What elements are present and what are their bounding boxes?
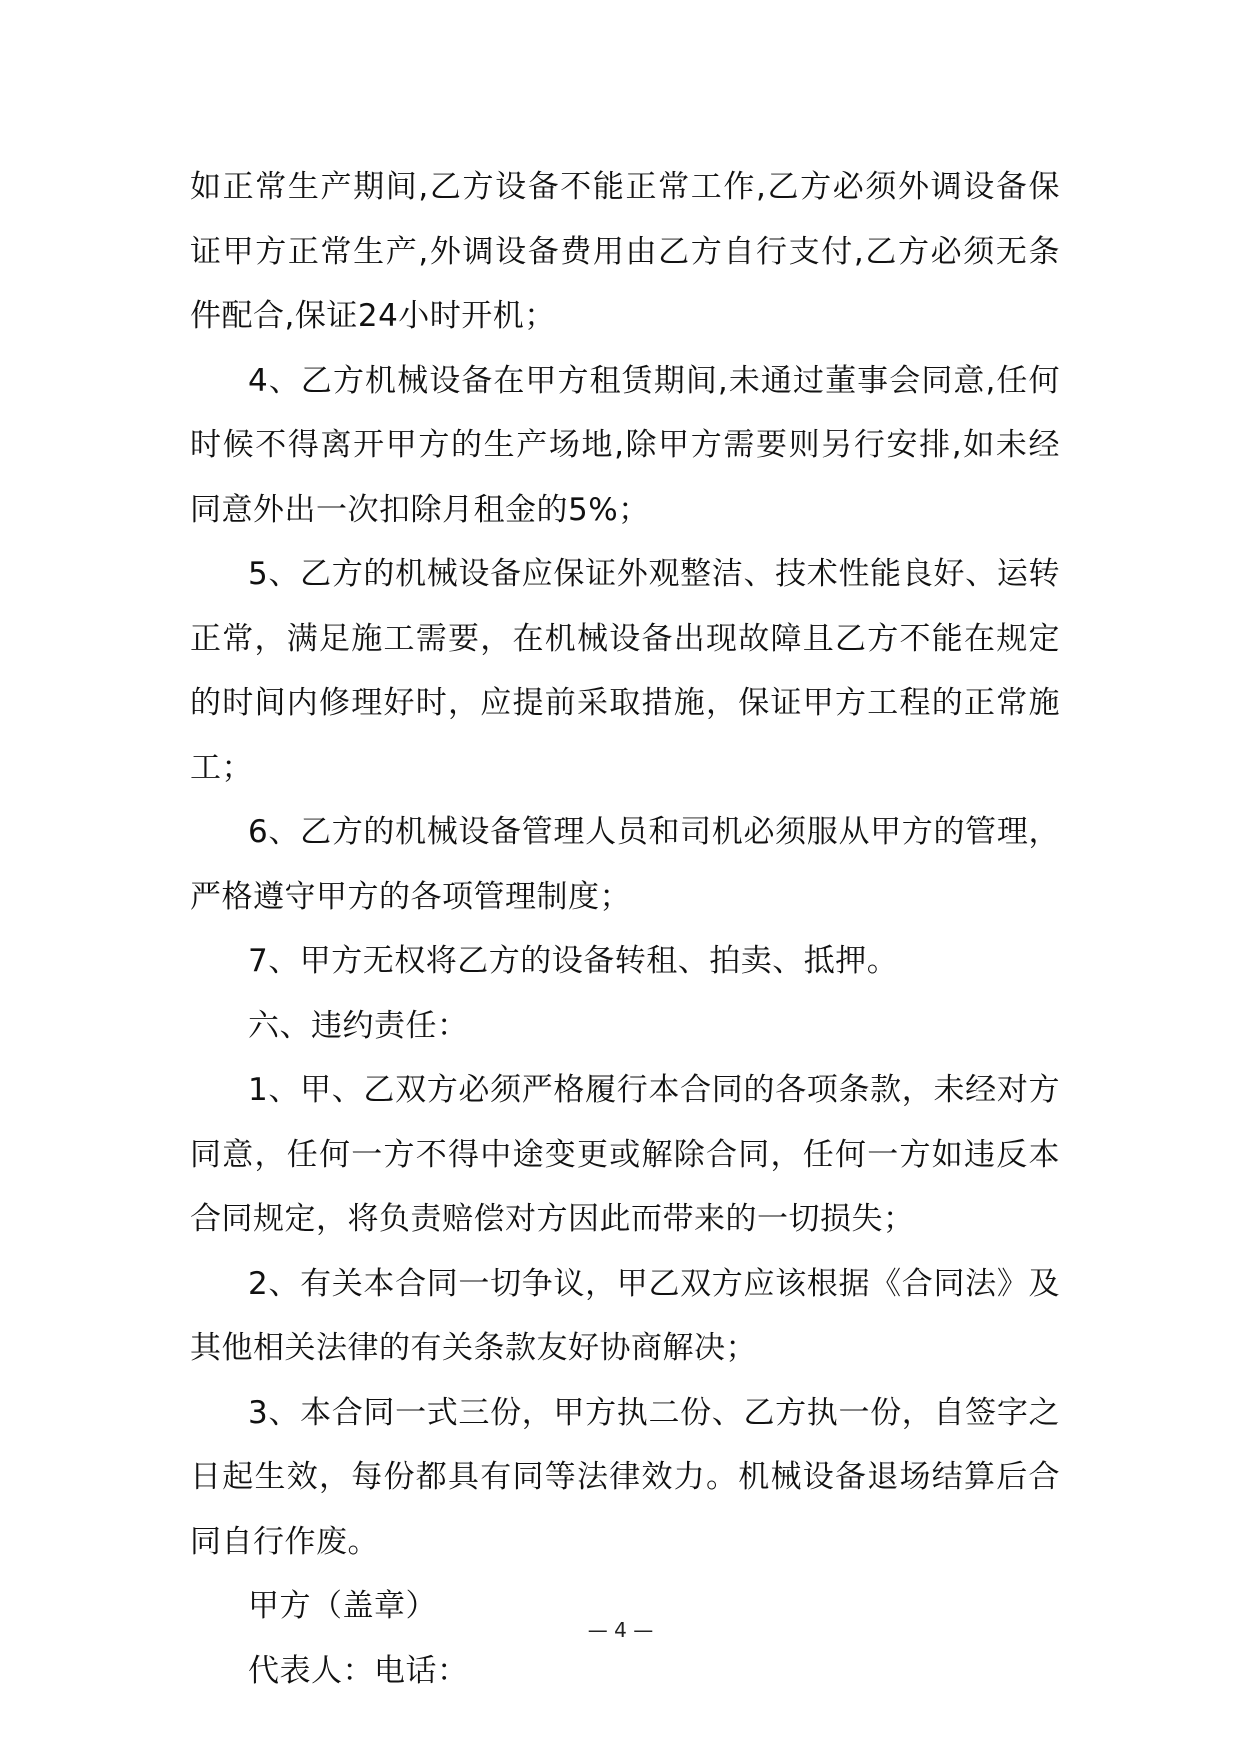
paragraph-clause-6: 6、乙方的机械设备管理人员和司机必须服从甲方的管理，严格遵守甲方的各项管理制度； — [190, 814, 1060, 915]
paragraph-liability-3: 3、本合同一式三份，甲方执二份、乙方执一份，自签字之日起生效，每份都具有同等法律效力。机械设备退场结算后合同自行作废。 — [190, 1394, 1060, 1560]
party-a-seal-line: 甲方（盖章） — [248, 1588, 437, 1624]
paragraph-continuation: 如正常生产期间,乙方设备不能正常工作,乙方必须外调设备保证甲方正常生产,外调设备费用由乙方自行支付,乙方必须无条件配合,保证24小时开机； — [190, 169, 1060, 334]
representative-phone-line: 代表人：电话： — [248, 1652, 469, 1689]
paragraph-clause-7: 7、甲方无权将乙方的设备转租、拍卖、抵押。 — [248, 943, 899, 979]
paragraph-clause-4: 4、乙方机械设备在甲方租赁期间,未通过董事会同意,任何时候不得离开甲方的生产场地,除甲方需要则另行安排,如未经同意外出一次扣除月租金的5%； — [190, 362, 1060, 528]
paragraph-clause-5: 5、乙方的机械设备应保证外观整洁、技术性能良好、运转正常，满足施工需要，在机械设备出现故障且乙方不能在规定的时间内修理好时，应提前采取措施，保证甲方工程的正常施工； — [190, 556, 1060, 786]
paragraph-liability-1: 1、甲、乙双方必须严格履行本合同的各项条款，未经对方同意，任何一方不得中途变更或解除合同，任何一方如违反本合同规定，将负责赔偿对方因此而带来的一切损失； — [190, 1072, 1060, 1237]
paragraph-liability-2: 2、有关本合同一切争议，甲乙双方应该根据《合同法》及其他相关法律的有关条款友好协商解决； — [190, 1265, 1060, 1366]
section-heading-liability: 六、违约责任： — [248, 1007, 469, 1044]
page-number: — 4 — — [587, 1618, 654, 1642]
document-body — [190, 155, 1060, 1703]
